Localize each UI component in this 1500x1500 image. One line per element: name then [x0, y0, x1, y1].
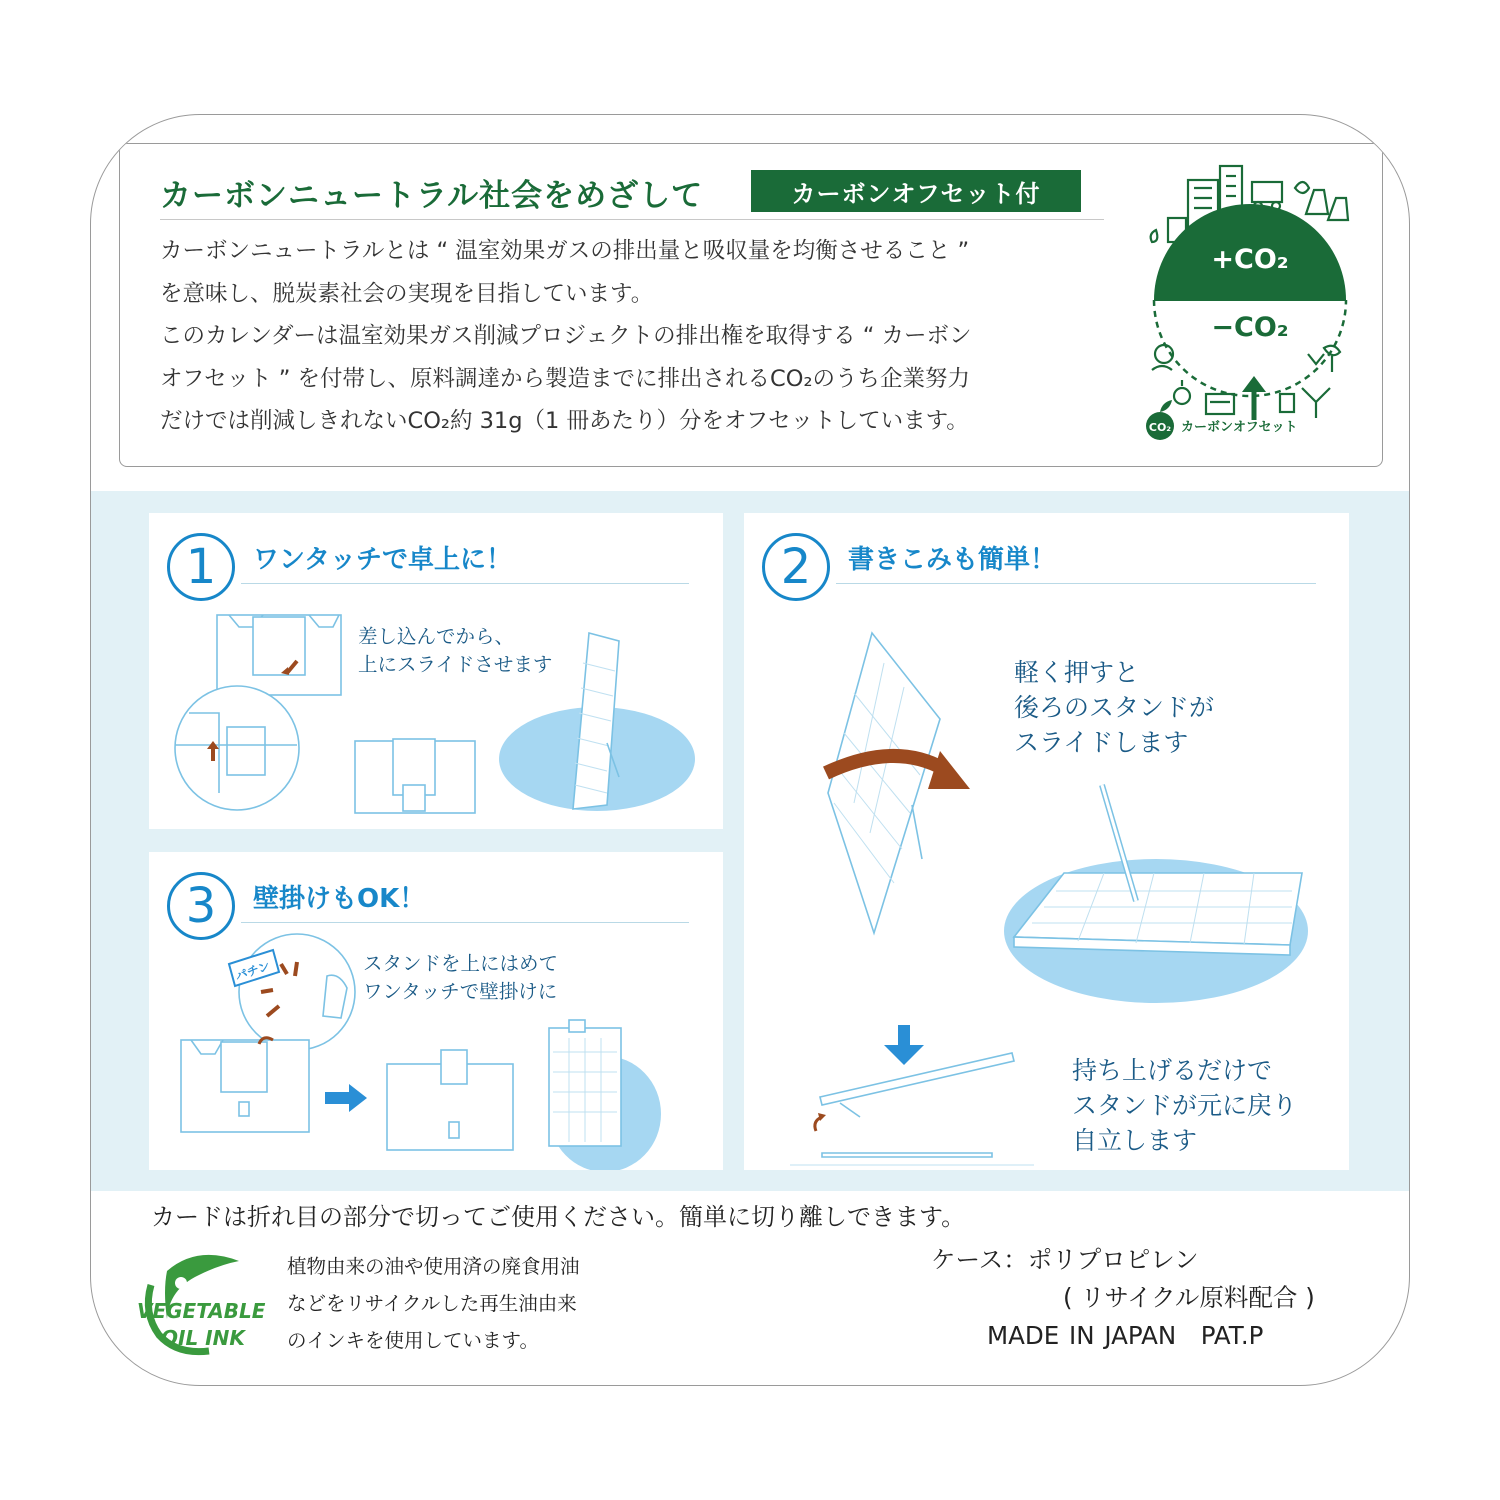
step-3-illustration — [149, 852, 723, 1170]
note-line: 持ち上げるだけで — [1072, 1056, 1273, 1085]
minus-co2-label: −CO₂ — [1211, 312, 1289, 343]
carbon-line: だけでは削減しきれないCO₂約 31g（1 冊あたり）分をオフセットしています。 — [160, 408, 969, 434]
vegetable-ink-description — [287, 1248, 580, 1359]
step-1-panel — [149, 513, 723, 829]
step-2-number: 2 — [762, 533, 830, 601]
carbon-line: このカレンダーは温室効果ガス削減プロジェクトの排出権を取得する “ カーボン — [160, 323, 972, 349]
veg-logo-line1: VEGETABLE — [137, 1299, 266, 1323]
case-material-info — [931, 1241, 1381, 1355]
step-2-title: 書きこみも簡単！ — [848, 545, 1057, 575]
pachin-label: パチン — [233, 958, 272, 984]
cut-instruction: カードは折れ目の部分で切ってご使用ください。簡単に切り離しできます。 — [151, 1203, 966, 1231]
note-line: 後ろのスタンドが — [1014, 693, 1215, 722]
carbon-offset-caption: カーボンオフセット — [1181, 420, 1298, 435]
case-material: ケース：ポリプロピレン — [931, 1245, 1199, 1274]
plus-co2-label: +CO₂ — [1211, 244, 1289, 275]
carbon-neutral-box — [119, 143, 1383, 467]
recycled-note: ( リサイクル原料配合 ) — [1063, 1283, 1315, 1312]
carbon-offset-badge: カーボンオフセット付 — [751, 170, 1081, 212]
carbon-title: カーボンニュートラル社会をめざして — [160, 178, 704, 214]
step-3-panel — [149, 852, 723, 1170]
step-3-title: 壁掛けもOK！ — [253, 884, 426, 914]
carbon-offset-graphic — [1130, 158, 1370, 448]
carbon-description — [160, 230, 1120, 443]
step-1-number: 1 — [167, 533, 235, 601]
carbon-line: オフセット ” を付帯し、原料調達から製造までに排出されるCO₂のうち企業努力 — [160, 365, 971, 392]
note-line: 自立します — [1072, 1126, 1198, 1155]
carbon-line: を意味し、脱炭素社会の実現を目指しています。 — [160, 280, 654, 307]
veg-line: のインキを使用しています。 — [287, 1329, 539, 1352]
vegetable-oil-ink-logo — [121, 1249, 291, 1361]
carbon-divider — [160, 219, 1104, 220]
veg-line: などをリサイクルした再生油由来 — [287, 1292, 577, 1315]
note-line: 上にスライドさせます — [358, 653, 553, 676]
step-2-panel — [744, 513, 1349, 1170]
note-line: スタンドを上にはめて — [363, 952, 559, 975]
step-2-illustration — [744, 513, 1349, 1170]
leaf-co2-label: CO₂ — [1148, 421, 1172, 434]
note-line: 差し込んでから、 — [358, 625, 515, 648]
made-in-label: MADE IN JAPAN PAT.P — [987, 1321, 1264, 1350]
carbon-line: カーボンニュートラルとは “ 温室効果ガスの排出量と吸収量を均衡させること ” — [160, 238, 970, 264]
note-line: 軽く押すと — [1014, 658, 1140, 687]
note-line: スライドします — [1014, 728, 1189, 757]
veg-logo-line2: OIL INK — [161, 1326, 245, 1350]
note-line: ワンタッチで壁掛けに — [363, 980, 558, 1003]
step-3-number: 3 — [167, 872, 235, 940]
note-line: スタンドが元に戻り — [1072, 1091, 1298, 1120]
veg-line: 植物由来の油や使用済の廃食用油 — [287, 1255, 580, 1278]
step-1-title: ワンタッチで卓上に！ — [253, 545, 512, 575]
instruction-card — [90, 114, 1410, 1386]
step-1-illustration — [149, 513, 723, 829]
